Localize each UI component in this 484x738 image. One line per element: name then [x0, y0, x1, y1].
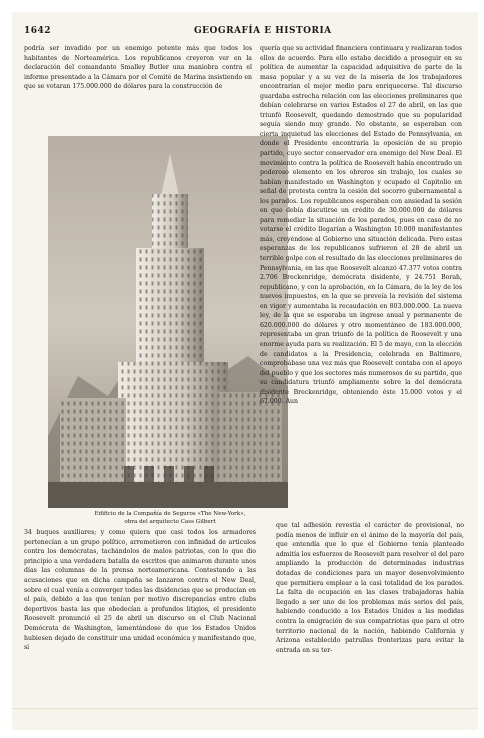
- page-bottom-edge: [12, 708, 478, 709]
- left-column-bottom-text: 34 buques auxiliares; y como quiera que casi todos los armadores pertenecían a un grupo político, arremetieron con infinidad de artículos contra los demócratas, tachándolos de malos patriotas, con lo que dio principio a una verdadera batalla de escritos que animaron durante unos días las columnas de la prensa norteamericana. Contestando a las acusaciones que en dicha campaña se lanzaron contra el New Deal, sobre el cual venía a converger todas las disidencias que se producían en el país, debido a las que tenían por motivo discrepancias entre clubs deportivos hasta las que obedecían a profundos litigios, el presidente Roosevelt pronunció el 25 de abril un discurso en el Club Nacional Demócrata de Washington, lamentándose de que los Estados Unidos hubiesen dejado de constituir una unidad económica y manifestando que, si: [24, 529, 256, 652]
- skyscraper-illustration: [48, 136, 288, 508]
- running-title: GEOGRAFÍA E HISTORIA: [194, 26, 332, 36]
- photo-caption: [70, 510, 270, 526]
- caption-line-1: Edificio de la Compañía de Seguros «The New-York»,: [94, 511, 246, 517]
- page-number: 1642: [24, 26, 52, 36]
- right-column-bottom-text: que tal adhesión revestía el carácter de provisional, no podía menos de influir en el ánimo de la mayoría del país, que entendía que lo que el Gobierno tenía planteado admitía los esfuerzos de Roosevelt para resolver el del paro ampliando la producción de determinadas industrias dotadas de condiciones para un mayor desenvolvimiento que permitiera emplear a la casi totalidad de los parados. La falta de ocupación en las clases trabajadoras había llegado a ser uno de los problemas más serios del país, habiendo conducido a los Estados Unidos a las medidas contra la emigración de sus compatriotas que para el otro territorio nacional de la nación, habiendo California y Arizona establecido patrullas fronterizas para evitar la entrada en su ter-: [276, 522, 464, 654]
- caption-line-2: obra del arquitecto Cass Gilbert: [124, 519, 216, 525]
- left-column-top-text: podría ser invadido por un enemigo potente más que todos los habitantes de Norteamérica. Los republicanos creyeron ver en la declaración del comandante Smalley Butler una maniobra contra el informe presentado a la Cámara por el Comité de Marina insistiendo en que se votaran 175.000.000 de dólares para la construcción de: [24, 45, 252, 91]
- right-column-text: quería que su actividad financiera continuara y realizaran todos ellos de acuerdo. Para ello estaba decidido a proseguir en su política de aumentar la capacidad adquisitiva de parte de la masa popular y a su vez de la miseria de los trabajadores encontrarían el mejor medio para enriquecerse. Tal discurso guardaba estrecha relación con las elecciones preliminares que debían celebrarse en varios Estados el 27 de abril, en las que triunfó Roosevelt, quedando demostrado que su popularidad seguía siendo muy grande. No obstante, se esperaban con cierta inquietud las elecciones del Estado de Pennsylvania, en donde el Presidente encontraría la oposición de su propio partido, cuyo sector conservador era enemigo del New Deal. El movimiento contra la política de Roosevelt había encontrado un poderoso elemento en los obreros sin trabajo, los cuales se habían manifestado en Washington y ocupado el Capitolio en señal de protesta contra la cesión del socorro gubernamental a los parados. Los republicanos esperaban con ansiedad la sesión en que debía discutirse un crédito de 30.000.000 de dólares para remediar la situación de los parados, pues en caso de no votarse el crédito llegarían a Washington 10.000 manifestantes más, creyéndose al Gobierno una situación delicada. Pero estas esperanzas de los republicanos sufrieron el 28 de abril un terrible golpe con el resultado de las elecciones preliminares de Pennsylvania, en las que Roosevelt alcanzó 47.377 votos contra 2.706 Breckenridge, demócrata disidente, y 24.751 Borah, republicano, y con la aprobación, en la Cámara, de la ley de los nuevos impuestos, en la que se preveía la revisión del sistema en vigor y aumentaba la recaudación en 803.000.000. La nueva ley, de la que se esperaba un ingreso anual y permanente de 620.000.000 de dólares y otro momentáneo de 183.000.000, representaba un gran triunfo de la política de Roosevelt y una enorme ayuda para su realización. El 5 de mayo, con la elección de candidatos a la Presidencia, celebrada en Baltimore, comprobábase una vez más que Roosevelt contaba con el apoyo del pueblo y que los sectores más numerosos de su partido, que su candidatura triunfó ampliamente sobre la del demócrata disidente Breckenridge, obteniendo éste 15.000 votos y el 67.000. Aun: [260, 45, 462, 406]
- building-photograph: [48, 136, 288, 508]
- page-header: [24, 26, 464, 40]
